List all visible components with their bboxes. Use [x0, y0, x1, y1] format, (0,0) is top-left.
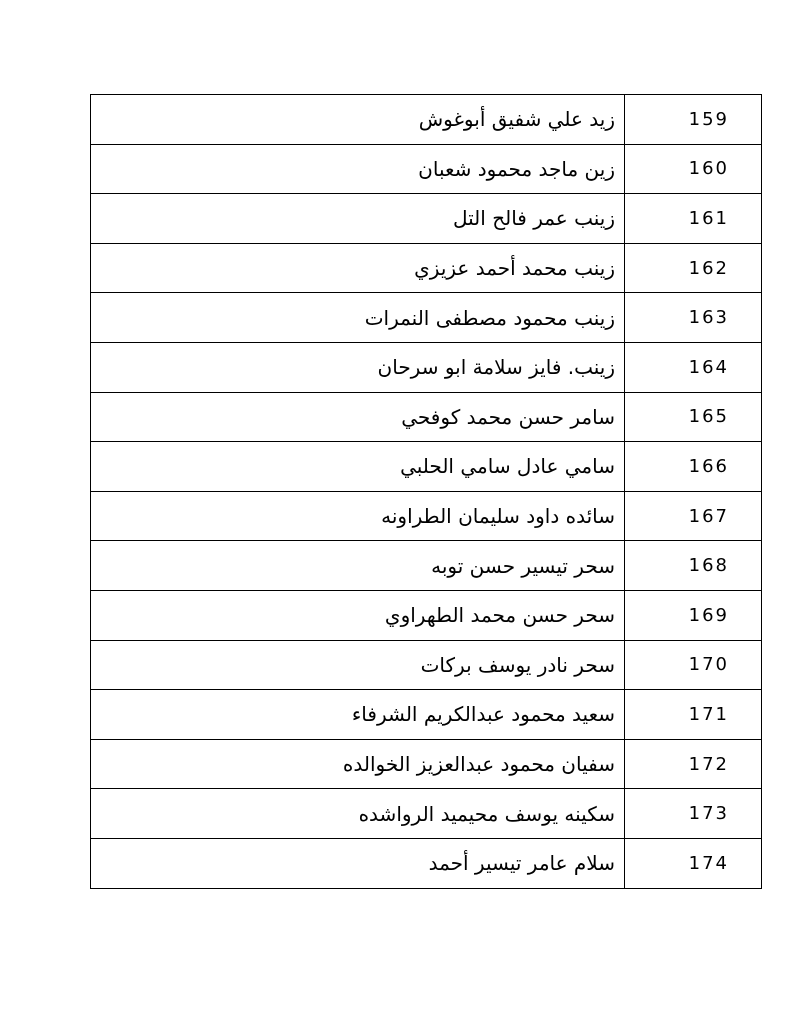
- number-cell: 163: [625, 293, 762, 343]
- number-cell: 167: [625, 491, 762, 541]
- number-cell: 161: [625, 194, 762, 244]
- name-cell: زينب محمد أحمد عزيزي: [91, 243, 625, 293]
- table-row: [91, 194, 762, 244]
- name-cell: سحر حسن محمد الطهراوي: [91, 590, 625, 640]
- table-row: [91, 392, 762, 442]
- number-cell: 168: [625, 541, 762, 591]
- table-row: [91, 590, 762, 640]
- table-row: [91, 342, 762, 392]
- name-cell: سعيد محمود عبدالكريم الشرفاء: [91, 690, 625, 740]
- name-cell: سلام عامر تيسير أحمد: [91, 838, 625, 888]
- table-row: [91, 243, 762, 293]
- number-cell: 164: [625, 342, 762, 392]
- name-cell: سكينه يوسف محيميد الرواشده: [91, 789, 625, 839]
- name-cell: زينب عمر فالح التل: [91, 194, 625, 244]
- name-cell: زين ماجد محمود شعبان: [91, 144, 625, 194]
- table-row: [91, 442, 762, 492]
- number-cell: 170: [625, 640, 762, 690]
- name-cell: سفيان محمود عبدالعزيز الخوالده: [91, 739, 625, 789]
- number-cell: 160: [625, 144, 762, 194]
- name-cell: سامر حسن محمد كوفحي: [91, 392, 625, 442]
- name-cell: سائده داود سليمان الطراونه: [91, 491, 625, 541]
- number-cell: 174: [625, 838, 762, 888]
- name-cell: زيد علي شفيق أبوغوش: [91, 95, 625, 145]
- table-row: [91, 95, 762, 145]
- number-cell: 172: [625, 739, 762, 789]
- name-cell: زينب. فايز سلامة ابو سرحان: [91, 342, 625, 392]
- number-cell: 159: [625, 95, 762, 145]
- name-cell: سامي عادل سامي الحلبي: [91, 442, 625, 492]
- table-row: [91, 541, 762, 591]
- number-cell: 173: [625, 789, 762, 839]
- table-row: [91, 838, 762, 888]
- name-cell: سحر نادر يوسف بركات: [91, 640, 625, 690]
- table-row: [91, 491, 762, 541]
- names-table: [90, 94, 762, 889]
- number-cell: 165: [625, 392, 762, 442]
- table-row: [91, 690, 762, 740]
- name-cell: زينب محمود مصطفى النمرات: [91, 293, 625, 343]
- name-cell: سحر تيسير حسن توبه: [91, 541, 625, 591]
- table-row: [91, 144, 762, 194]
- table-row: [91, 789, 762, 839]
- number-cell: 166: [625, 442, 762, 492]
- number-cell: 169: [625, 590, 762, 640]
- number-cell: 162: [625, 243, 762, 293]
- number-cell: 171: [625, 690, 762, 740]
- table-row: [91, 739, 762, 789]
- table-row: [91, 293, 762, 343]
- table-row: [91, 640, 762, 690]
- names-table-body: [91, 95, 762, 889]
